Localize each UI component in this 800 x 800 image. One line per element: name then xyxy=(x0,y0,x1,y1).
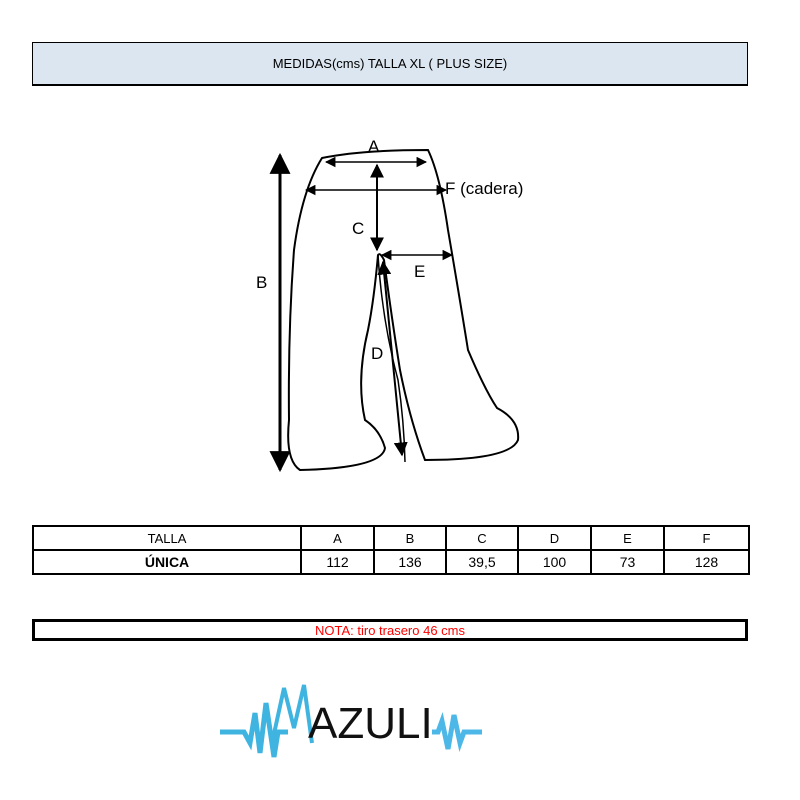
table-row xyxy=(33,550,749,574)
label-e: E xyxy=(414,262,426,281)
table-header-cell: B xyxy=(374,526,446,550)
label-c: C xyxy=(352,219,365,238)
size-table xyxy=(32,525,750,575)
table-cell: 128 xyxy=(664,550,749,574)
table-header-row xyxy=(33,526,749,550)
table-cell: 39,5 xyxy=(446,550,518,574)
label-d: D xyxy=(371,344,384,363)
table-cell: 112 xyxy=(301,550,374,574)
page-title: MEDIDAS(cms) TALLA XL ( PLUS SIZE) xyxy=(272,56,508,71)
logo-heartbeat-tail xyxy=(432,715,482,749)
note-label: NOTA: xyxy=(314,622,354,638)
table-cell: 73 xyxy=(591,550,664,574)
label-f: F (cadera) xyxy=(445,179,524,198)
table-header-cell: D xyxy=(518,526,591,550)
label-b: B xyxy=(256,273,268,292)
table-header-cell: TALLA xyxy=(33,526,301,550)
table-cell: 100 xyxy=(518,550,591,574)
logo-text: AZULI xyxy=(308,699,433,748)
table-cell: 136 xyxy=(374,550,446,574)
table-header-cell: E xyxy=(591,526,664,550)
table-cell: ÚNICA xyxy=(33,550,301,574)
note-text: tiro trasero 46 cms xyxy=(353,622,466,638)
table-header-cell: C xyxy=(446,526,518,550)
table-header-cell: F xyxy=(664,526,749,550)
table-header-cell: A xyxy=(301,526,374,550)
mazuli-logo xyxy=(220,683,482,775)
label-a: A xyxy=(368,137,380,156)
note-bar xyxy=(32,619,748,641)
